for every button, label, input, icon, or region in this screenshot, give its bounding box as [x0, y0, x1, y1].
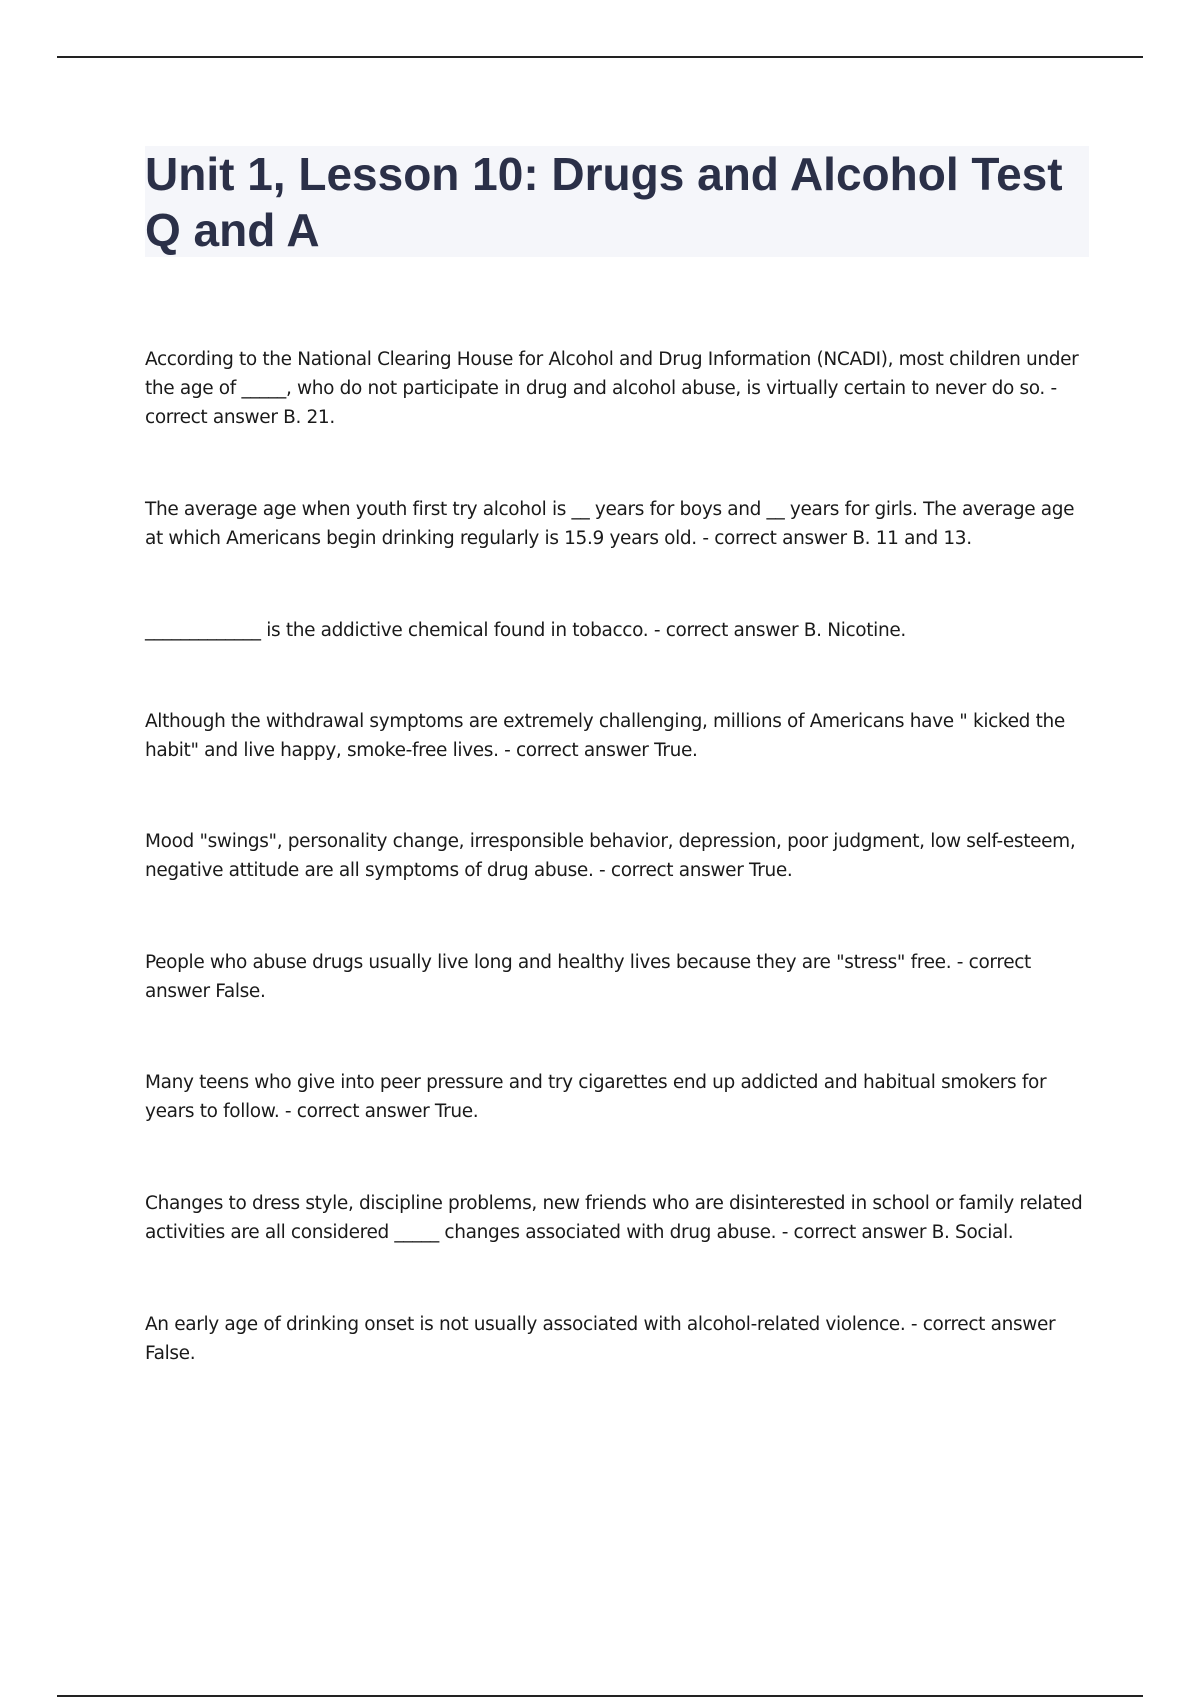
qa-item-4: Although the withdrawal symptoms are extremely challenging, millions of Americans have " kicked the habit" and live happy, smoke-free lives. - correct answer True. [145, 711, 1065, 761]
qa-item-5: Mood "swings", personality change, irresponsible behavior, depression, poor judgment, low self-esteem, negative attitude are all symptoms of drug abuse. - correct answer True. [145, 831, 1076, 881]
qa-item-1: According to the National Clearing House for Alcohol and Drug Information (NCADI), most children under the age of _____, who do not participate in drug and alcohol abuse, is virtually certain to never do so. - correct answer B. 21. [145, 349, 1079, 428]
qa-item-7: Many teens who give into peer pressure and try cigarettes end up addicted and habitual smokers for years to follow. - correct answer True. [145, 1072, 1047, 1122]
qa-item-9: An early age of drinking onset is not usually associated with alcohol-related violence. - correct answer False. [145, 1314, 1056, 1364]
bottom-divider [57, 1695, 1143, 1697]
qa-item-6: People who abuse drugs usually live long and healthy lives because they are "stress" free. - correct answer False. [145, 952, 1031, 1002]
qa-item-8: Changes to dress style, discipline problems, new friends who are disinterested in school or family related activities are all considered _____ changes associated with drug abuse. - correct answer B. Social. [145, 1193, 1083, 1243]
qa-item-2: The average age when youth first try alcohol is __ years for boys and __ years for girls. The average age at which Americans begin drinking regularly is 15.9 years old. - correct answer B. 11 and 13. [145, 499, 1075, 549]
top-divider [57, 56, 1143, 58]
title-banner [145, 146, 1089, 257]
page-title: Unit 1, Lesson 10: Drugs and Alcohol Test Q and A [145, 148, 1063, 256]
qa-item-3: _____________ is the addictive chemical found in tobacco. - correct answer B. Nicotine. [145, 620, 906, 641]
